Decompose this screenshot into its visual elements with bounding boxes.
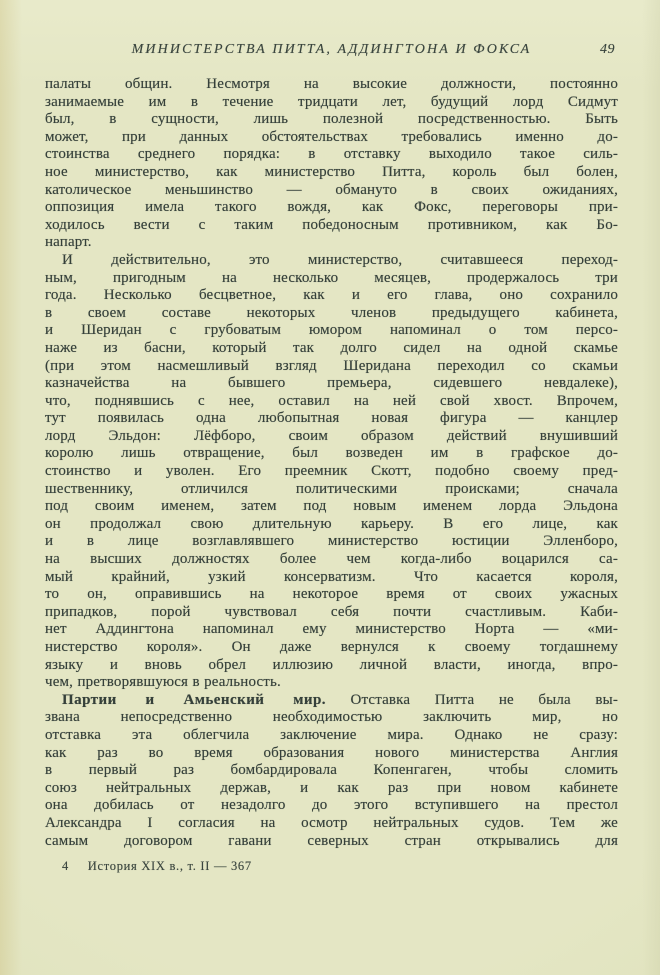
text-line: стоинство и уволен. Его преемник Скотт, подобно своему пред- — [45, 463, 618, 480]
text-line: занимаемые им в течение тридцати лет, будущий лорд Сидмут — [45, 93, 618, 110]
text-line: казначейства на бывшего премьера, сидевшего невдалеке), — [45, 375, 618, 392]
text-line: может, при данных обстоятельствах требовались именно до- — [45, 128, 618, 145]
text-line: ным, пригодным на несколько месяцев, продержалось три — [45, 269, 618, 286]
text-line: тут появилась одна любопытная новая фигура — канцлер — [45, 410, 618, 427]
text-line: она добилась от незадолго до этого вступившего на престол — [45, 797, 618, 814]
footer-signature-line — [62, 859, 252, 874]
text-line: нет Аддингтона напоминал ему министерство Норта — «ми- — [45, 621, 618, 638]
text-line: королю лишь отвращение, был возведен им в графское до- — [45, 445, 618, 462]
text-line: то он, оправившись на некоторое время от своих ужасных — [45, 586, 618, 603]
text-line: палаты общин. Несмотря на высокие должности, постоянно — [45, 76, 618, 92]
text-line: отставка эта облегчила заключение мира. Однако не сразу: — [45, 726, 618, 743]
text-line: ное министерство, как министерство Питта, король был болен, — [45, 163, 618, 180]
text-line: самым договором гавани северных стран открывались для — [45, 832, 618, 849]
text-line: шественнику, отличился политическими происками; сначала — [45, 480, 618, 497]
text-line: Партии и Амьенский мир. Отставка Питта не была вы- — [62, 691, 619, 708]
signature-text: История XIX в., т. II — 367 — [87, 859, 252, 873]
text-line: года. Несколько бесцветное, как и его глава, оно сохранило — [45, 287, 618, 304]
text-line: припадков, порой чувствовал себя почти счастливым. Каби- — [45, 603, 618, 620]
text-line: союз нейтральных держав, и как раз при новом кабинете — [45, 779, 618, 796]
text-line: в первый раз бомбардировала Копенгаген, чтобы сломить — [45, 762, 618, 779]
text-line: что, поднявшись с нее, оставил на ней свой хвост. Впрочем, — [45, 392, 618, 409]
running-title: МИНИСТЕРСТВА ПИТТА, АДДИНГТОНА И ФОКСА — [131, 42, 532, 57]
text-line: в своем составе некоторых членов предыдущего кабинета, — [45, 304, 618, 321]
text-line: оппозиция имела такого вождя, как Фокс, переговоры при- — [45, 199, 618, 216]
signature-number: 4 — [62, 859, 69, 873]
text-line: звана непосредственно необходимостью заключить мир, но — [45, 709, 618, 726]
run-in-heading: Партии и Амьенский мир. — [62, 691, 326, 708]
text-line: лорд Эльдон: Лёфборо, своим образом действий внушивший — [45, 427, 618, 444]
text-line: напарт. — [45, 234, 92, 251]
paragraph — [45, 252, 618, 692]
text-line: был, в сущности, лишь полезной посредственностью. Быть — [45, 111, 618, 128]
text-line: чем, претворявшуюся в реальность. — [45, 674, 281, 691]
text-line: и Шеридан с грубоватым юмором напоминал о том персо- — [45, 322, 618, 339]
paragraph — [45, 76, 618, 252]
text-line: ходилось вести с таким победоносным противником, как Бо- — [45, 216, 618, 233]
text-line: и в лице возглавлявшего министерство юстиции Элленборо, — [45, 533, 618, 550]
text-line: языку и вновь обрел иллюзию личной власти, иногда, впро- — [45, 656, 618, 673]
body-text — [45, 76, 618, 850]
page-number: 49 — [600, 42, 615, 57]
text-line: Александра I согласия на осмотр нейтральных судов. Тем же — [45, 814, 618, 831]
paragraph — [45, 692, 618, 850]
text-line: И действительно, это министерство, считавшееся переход- — [62, 251, 618, 268]
text-line: наже из басни, который так долго сидел на одной скамье — [45, 339, 618, 356]
text-line: нистерство короля». Он даже вернулся к своему тогдашнему — [45, 639, 618, 655]
text-line: (при этом насмешливый взгляд Шеридана переходил со скамьи — [45, 357, 618, 374]
text-line: католическое меньшинство — обмануто в своих ожиданиях, — [45, 181, 618, 198]
text-line: стоинства среднего порядка: в отставку выходило такое силь- — [45, 146, 618, 163]
text-line: как раз во время образования нового министерства Англия — [45, 744, 618, 761]
text-line: мый крайний, узкий консерватизм. Что касается короля, — [45, 568, 618, 585]
text-line: на высших должностях более чем когда-либо воцарился са- — [45, 551, 618, 568]
text-line: под своим именем, затем под новым именем лорда Эльдона — [45, 498, 618, 515]
text-line: он продолжал свою длительную карьеру. В его лице, как — [45, 515, 618, 532]
page-header — [45, 42, 618, 60]
